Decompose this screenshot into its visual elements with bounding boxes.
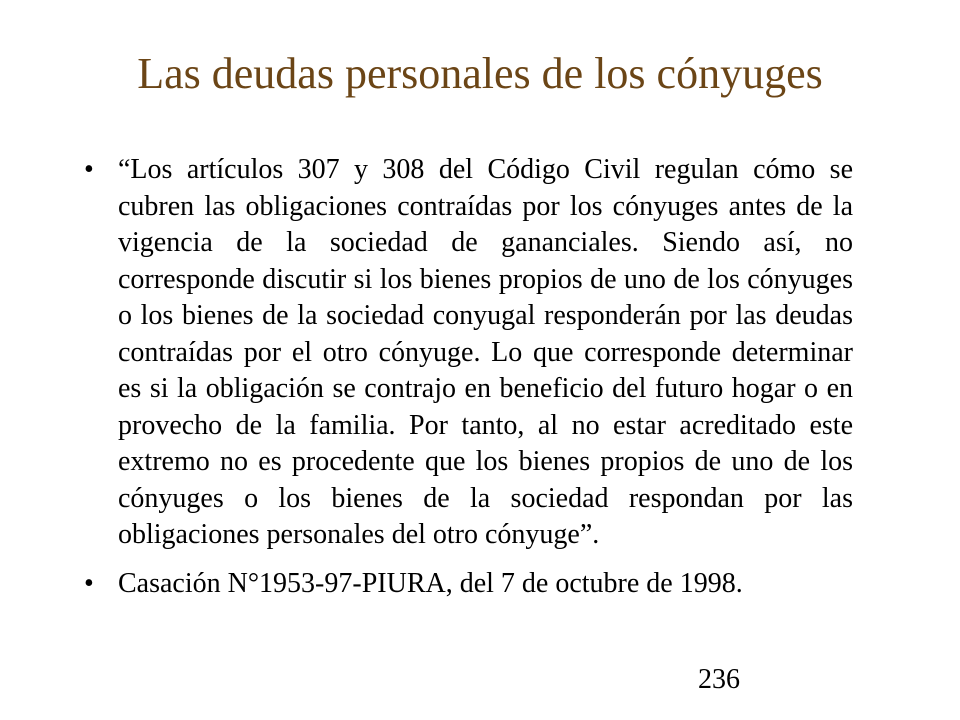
slide-title: Las deudas personales de los cónyuges: [137, 49, 823, 98]
bullet-quote-text: “Los artículos 307 y 308 del Código Civil regulan cómo se cubren las obligaciones contraídas por los cónyuges antes de la vigencia de la sociedad de gananciales. Siendo así, no corresponde discutir si los bienes propios de uno de los cónyuges o los bienes de la sociedad conyugal responderán por las deudas contraídas por el otro cónyuge. Lo que corresponde determinar es si la obligación se contrajo en beneficio del futuro hogar o en provecho de la familia. Por tanto, al no estar acreditado este extremo no es procedente que los bienes propios de uno de los cónyuges o los bienes de la sociedad respondan por las obligaciones personales del otro cónyuge”.: [118, 154, 853, 550]
bullet-dot-icon: •: [84, 567, 94, 599]
page-number: 236: [698, 664, 740, 695]
bullet-dot-icon: •: [84, 154, 94, 185]
bullet-citation-text: Casación N°1953-97-PIURA, del 7 de octubre de 1998.: [118, 567, 743, 599]
bullet-item-quote: [84, 152, 853, 554]
bullet-list: [84, 152, 853, 602]
bullet-item-citation: [84, 566, 853, 603]
